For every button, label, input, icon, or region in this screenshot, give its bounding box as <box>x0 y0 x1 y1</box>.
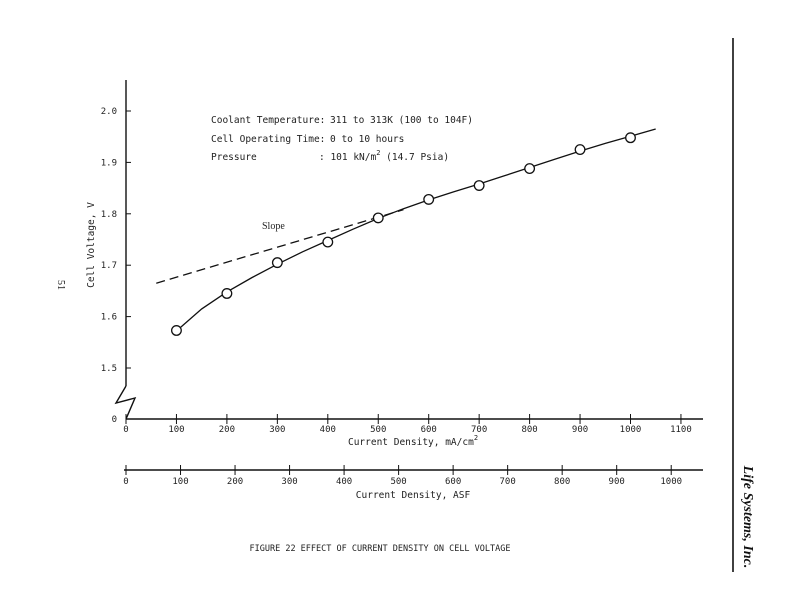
coolant-label: Coolant Temperature: <box>211 115 326 126</box>
x2-tick-label: 1000 <box>660 477 683 487</box>
data-point <box>172 326 182 336</box>
x2-tick-label: 900 <box>608 477 625 487</box>
x2-tick-label: 600 <box>444 477 462 487</box>
x2-tick-label: 200 <box>226 477 244 487</box>
x-tick-label: 500 <box>370 425 387 435</box>
data-point <box>626 133 636 143</box>
company-name: Life Systems, Inc. <box>740 465 755 569</box>
y-tick-label: 1.8 <box>100 209 117 220</box>
y-tick-label: 1.6 <box>100 312 117 323</box>
x2-tick-label: 300 <box>281 477 298 487</box>
x-tick-label: 200 <box>218 425 236 435</box>
y-break-label: 0 <box>111 415 117 425</box>
x-axis-title: Current Density, $mA/cm^2$ <box>347 434 479 448</box>
data-point <box>373 213 383 223</box>
data-points <box>172 133 636 335</box>
x-tick-label: 1000 <box>619 425 642 435</box>
y-tick-label: 1.5 <box>100 364 117 374</box>
data-point <box>525 164 535 174</box>
x2-tick-label: 800 <box>554 477 571 487</box>
y-tick-label: 1.9 <box>100 158 117 169</box>
x-tick-label: 300 <box>269 425 286 435</box>
x2-tick-label: 500 <box>390 477 407 487</box>
conditions-block <box>211 115 473 163</box>
x2-tick-label: 400 <box>335 477 353 487</box>
x-tick-label: 400 <box>319 425 336 435</box>
x-tick-label: 800 <box>521 425 538 435</box>
x-tick-label: 0 <box>123 425 129 435</box>
pressure-value: : 101 $kN/m^2$ (14.7 Psia) <box>319 149 450 163</box>
coolant-value: 311 to 313K (100 to 104F) <box>330 115 473 126</box>
x-ticks <box>123 414 692 435</box>
page-number: 51 <box>55 280 66 290</box>
data-point <box>273 258 283 268</box>
time-label: Cell Operating Time: <box>211 134 326 145</box>
data-point <box>424 195 434 205</box>
x2-tick-label: 100 <box>172 477 189 487</box>
data-point <box>575 145 585 155</box>
y-tick-label: 1.7 <box>100 261 117 272</box>
data-point <box>323 237 333 247</box>
x2-axis-title: Current Density, ASF <box>355 490 471 501</box>
x-tick-label: 700 <box>471 425 488 435</box>
plot-axes <box>116 80 703 470</box>
x2-tick-label: 0 <box>123 477 129 487</box>
figure-caption: FIGURE 22 EFFECT OF CURRENT DENSITY ON CELL VOLTAGE <box>249 544 511 554</box>
time-value: 0 to 10 hours <box>330 134 405 145</box>
pressure-label: Pressure <box>211 152 257 163</box>
slope-label: Slope <box>262 221 285 232</box>
data-point <box>474 181 484 191</box>
y-tick-label: 2.0 <box>100 107 117 117</box>
x2-tick-label: 700 <box>499 477 516 487</box>
x-tick-label: 600 <box>420 425 437 435</box>
y-axis-title: Cell Voltage, V <box>86 202 97 288</box>
x-tick-label: 1100 <box>670 425 692 435</box>
x2-ticks <box>123 465 682 487</box>
x-tick-label: 900 <box>571 425 589 435</box>
x-tick-label: 100 <box>168 425 185 435</box>
data-point <box>222 289 232 299</box>
